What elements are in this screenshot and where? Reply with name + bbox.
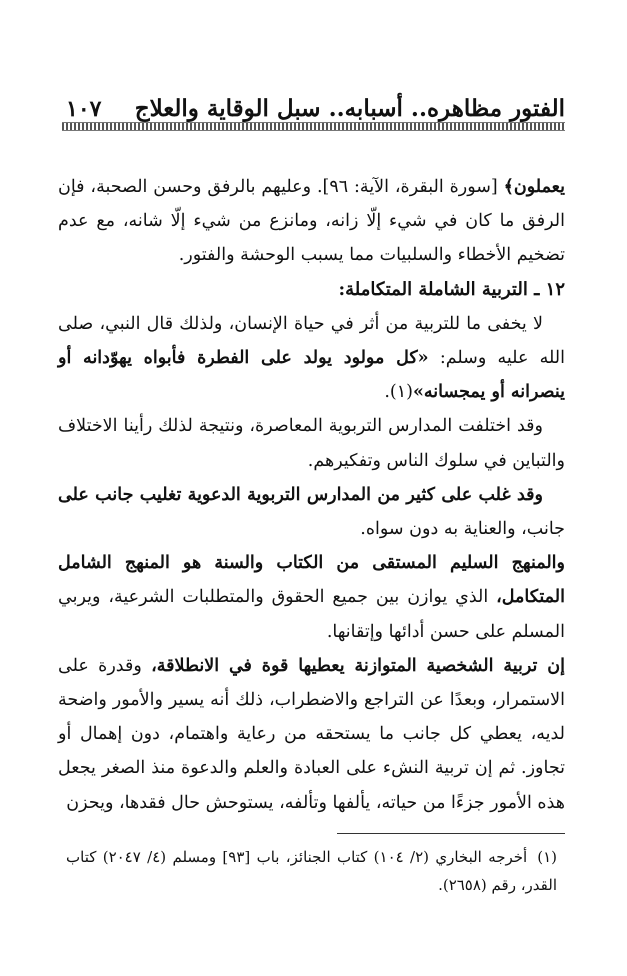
- emphasis-text: إن تربية الشخصية المتوازنة يعطيها قوة في الانطلاقة،: [151, 655, 566, 676]
- running-title: الفتور مظاهره.. أسبابه.. سبل الوقاية والعلاج: [134, 95, 565, 122]
- hadith-quote: «كل مولود يولد على الفطرة فأبواه يهوّدانه أو ينصرانه أو يمجسانه»: [58, 348, 565, 403]
- page-header: [66, 86, 565, 122]
- body-text: [58, 170, 565, 820]
- paragraph-text: جانب، والعناية به دون سواه.: [360, 519, 565, 540]
- paragraph-text: وقدرة على الاستمرار، وبعدًا عن التراجع والاضطراب، ذلك أنه يسير والأمور واضحة لديه، يعطي كل جانب ما يستحقه من رعاية واهتمام، دون إهمال أو تجاوز. ثم إن تربية النشء على العبادة والعلم والدعوة منذ الصغر يجعل هذه الأمور جزءًا من حياته، يألفها وتألفه، يستوحش حال فقدها، ويحزن: [58, 655, 565, 813]
- emphasis-text: والمنهج السليم المستقى من الكتاب والسنة هو المنهج الشامل المتكامل،: [58, 553, 565, 608]
- paragraph: [58, 307, 565, 410]
- footnote-text: أخرجه البخاري (٢/ ١٠٤) كتاب الجنائز، باب [٩٣] ومسلم (٤/ ٢٠٤٧) كتاب القدر، رقم (٢٦٥٨).: [66, 848, 557, 894]
- page-number: ١٠٧: [66, 96, 102, 122]
- footnote-divider: [337, 833, 565, 834]
- paragraph-text: الذي يوازن بين جميع الحقوق والمتطلبات الشرعية، ويربي المسلم على حسن أدائها وإتقانها.: [58, 587, 565, 642]
- paragraph: وقد اختلفت المدارس التربوية المعاصرة، ونتيجة لذلك رأينا الاختلاف والتباين في سلوك الناس وتفكيرهم.: [58, 416, 565, 471]
- footnote-number: (١): [537, 848, 558, 866]
- emphasis-text: وقد غلب على كثير من المدارس التربوية الدعوية تغليب جانب على: [58, 484, 543, 505]
- quote-end: يعملون﴾: [503, 177, 565, 197]
- paragraph: [58, 649, 565, 820]
- section-heading: ١٢ ـ التربية الشاملة المتكاملة:: [338, 278, 565, 300]
- paragraph-text: [سورة البقرة، الآية: ٩٦]. وعليهم بالرفق وحسن الصحبة، فإن الرفق ما كان في شيء إلّا زانه، ومانزع من شيء إلّا شانه، مع عدم تضخيم الأخطاء والسلبيات مما يسبب الوحشة والفتور.: [58, 177, 565, 266]
- paragraph: [58, 170, 565, 273]
- paragraph: [58, 478, 565, 546]
- header-rule: [62, 122, 565, 131]
- footnote-ref: (١).: [384, 382, 413, 403]
- paragraph: [58, 546, 565, 649]
- paragraph-text: لا يخفى ما للتربية من أثر في حياة الإنسان، ولذلك قال النبي، صلى الله عليه وسلم:: [58, 313, 565, 369]
- footnote: [66, 843, 557, 899]
- footnotes: [66, 843, 557, 899]
